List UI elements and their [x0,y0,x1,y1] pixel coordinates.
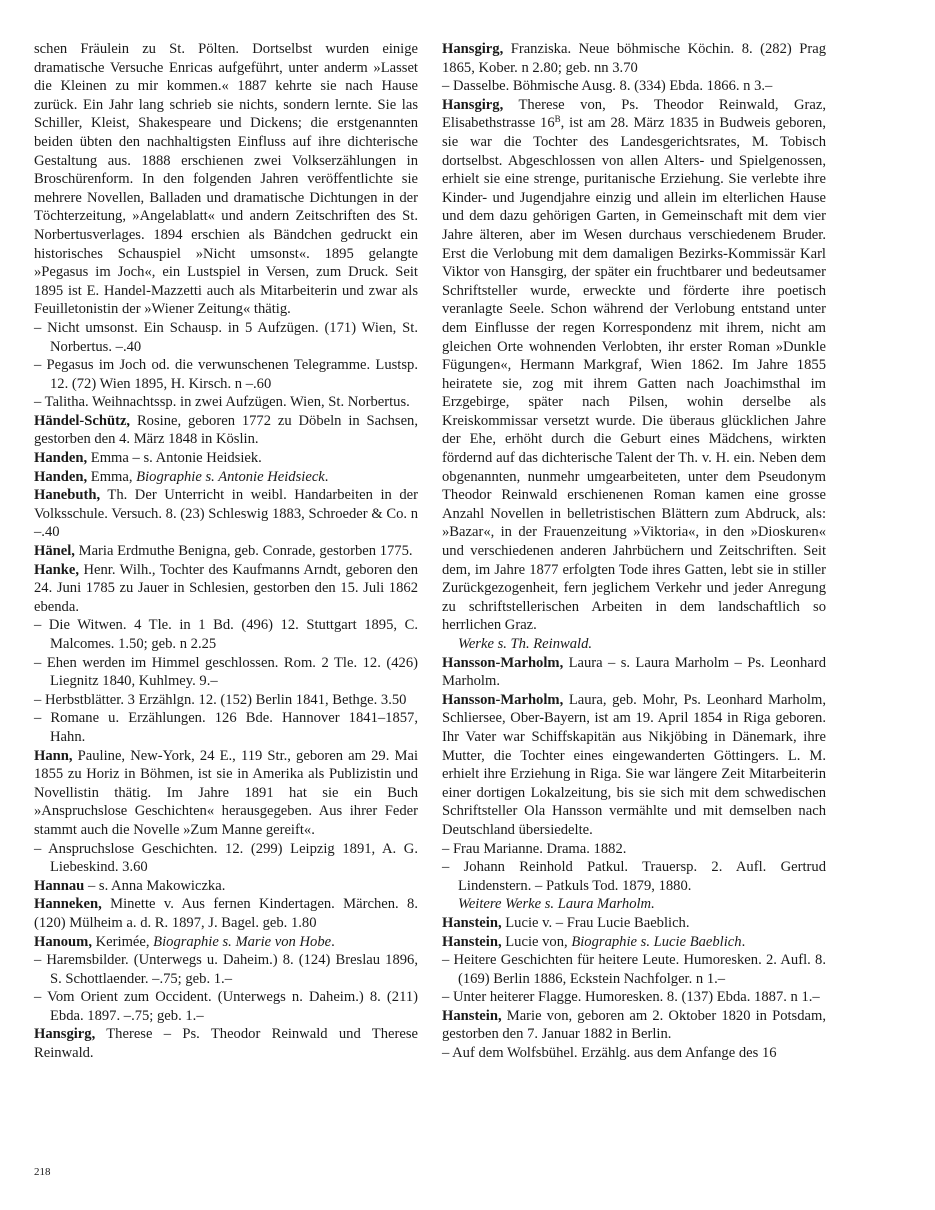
work-item: – Unter heiterer Flagge. Humoresken. 8. (137) Ebda. 1887. n 1.– [442,989,820,1006]
entry-text: Kerimée, [91,933,154,950]
entry [34,877,418,896]
entry-name: Hansson-Marholm, [442,654,564,671]
work-item: – Ehen werden im Himmel geschlossen. Rom. 2 Tle. 12. (426) Liegnitz 1840, Kuhlmey. 9.– [34,654,418,690]
work-item: – Vom Orient zum Occident. (Unterwegs n. Daheim.) 8. (211) Ebda. 1897. –.75; geb. 1.– [34,989,418,1024]
entry-name: Hansgirg, [34,1026,96,1043]
work-item: – Anspruchslose Geschichten. 12. (299) Leipzig 1891, A. G. Liebeskind. 3.60 [34,840,418,876]
entry [34,542,418,561]
work-item: – Dasselbe. Böhmische Ausg. 8. (334) Ebda. 1866. n 3.– [442,78,773,95]
work-item: – Auf dem Wolfsbühel. Erzählg. aus dem Anfange des 16 [442,1045,777,1062]
entry-name: Hanstein, [442,1007,502,1024]
entry [34,486,418,542]
entry [442,40,826,77]
entry [34,933,418,952]
entry-text: Maria Erdmuthe Benigna, geb. Conrade, gestorben 1775. [74,543,413,560]
entry [442,914,826,933]
entry-reference: Biographie s. Antonie Heidsieck [136,468,325,485]
entry-text: Marie von, geboren am 2. Oktober 1820 in Potsdam, gestorben den 7. Januar 1882 in Berlin. [442,1007,826,1043]
entry [442,654,826,691]
entry-text: . [741,933,746,950]
entry-text: Henr. Wilh., Tochter des Kaufmanns Arndt, geboren den 24. Juni 1785 zu Jauer in Schlesien, gestorben den 15. Juli 1862 ebenda. [34,561,418,615]
work-item: – Talitha. Weihnachtssp. in zwei Aufzügen. Wien, St. Norbertus. [34,394,410,411]
entry-text: . [324,468,329,485]
entry-name: Hannau [34,877,85,894]
entry-name: Hann, [34,747,73,764]
left-column [34,40,418,1063]
entry-name: Hanoum, [34,933,92,950]
entry-text: – s. Anna Makowiczka. [84,877,226,894]
work-item: – Heitere Geschichten für heitere Leute. Humoresken. 2. Aufl. 8. (169) Berlin 1886, Eckstein Nachfolger. n 1.– [442,952,826,987]
work-item: – Haremsbilder. (Unterwegs u. Daheim.) 8. (124) Breslau 1896, S. Schottlaender. –.75; geb. 1.– [34,952,418,987]
entry-text: Rosine, geboren 1772 zu Döbeln in Sachsen, gestorben den 4. März 1848 in Köslin. [34,412,418,448]
entry-text: Lucie von, [501,933,572,950]
entry-name: Hanneken, [34,896,102,913]
see-reference: Werke s. Th. Reinwald. [458,636,593,652]
entry-name: Hanstein, [442,933,502,950]
superscript: B [554,114,561,125]
entry-text: Therese von, Ps. Theodor Reinwald, Graz, Elisabethstrasse 16 [442,96,826,132]
entry-text: Lucie v. – Frau Lucie Baeblich. [501,914,690,931]
entry-reference: Biographie s. Marie von Hobe [153,933,332,950]
entry [34,747,418,840]
entry-name: Hansgirg, [442,41,504,57]
entry-text: Pauline, New-York, 24 E., 119 Str., geboren am 29. Mai 1855 zu Horiz in Böhmen, ist sie in Amerika als Publizistin und Novellistin thätig. Im Jahre 1891 hat sie ein Buch »Anspruchslose Geschichten« herausgegeben. Aus ihrer Feder stammt auch die Novelle »Zum Manne gereift«. [34,747,418,838]
entry-name: Händel-Schütz, [34,412,131,429]
entry [34,561,418,617]
entry [442,933,826,952]
entry-text: Minette v. Aus fernen Kindertagen. Märchen. 8. (120) Mülheim a. d. R. 1897, J. Bagel. geb. 1.80 [34,896,418,931]
entry [34,412,418,449]
entry [34,449,418,468]
entry-text: Emma, [87,468,137,485]
entry-name: Handen, [34,450,88,467]
entry-name: Hanstein, [442,914,502,931]
entry-text: Laura, geb. Mohr, Ps. Leonhard Marholm, Schliersee, Ober-Bayern, ist am 19. April 1854 in Riga geboren. Ihr Vater war Schiffskapitän aus Nikjöbing in Dänemark, ihre Mutter, die Tochter eines eingewanderten Göttingers. L. M. erhielt ihre Erziehung in Riga. Sie war längere Zeit Mitarbeiterin einer dortigen Lokalzeitung, bis sie sich mit dem schwedischen Schriftsteller Ola Hansson vermählte und mit demselben nach Deutschland übersiedelte. [442,691,826,838]
entry-name: Hänel, [34,543,75,560]
entry [34,1025,418,1062]
entry-text: Laura – s. Laura Marholm – Ps. Leonhard Marholm. [442,654,826,690]
work-item: – Frau Marianne. Drama. 1882. [442,840,627,857]
entry [442,691,826,840]
entry-continuation: schen Fräulein zu St. Pölten. Dortselbst wurden einige dramatische Versuche Enricas aufgeführt, unter anderm »Lasset die Kleinen zu mir kommen.« 1887 kehrte sie nach Hause zurück. Ein Jahr lang schrieb sie nichts, sondern lernte. Sie las Schiller, Kleist, Shakespeare und Dickens; die erstgenannten beiden übten den nachhaltigsten Einfluss auf ihre dichterische Gestaltung aus. 1888 erschienen zwei Volkserzählungen in Broschürenform. In den folgenden Jahren veröffentlichte sie mehrere Novellen, Balladen und dramatische Dichtungen in der Töchterzeitung, »Angelablatt« und andern Zeitschriften des St. Norbertusverlages. 1894 erschien als Bändchen gedruckt ein historisches Schauspiel »Nicht umsonst«. 1895 gelangte »Pegasus im Joch«, ein Lustspiel in Versen, zum Druck. Seit 1895 ist E. Handel-Mazzetti auch als Mitarbeiterin und zwar als Feuilletonistin der »Wiener Zeitung« thätig. [34,41,418,318]
page-number: 218 [34,1166,51,1178]
entry-text: , ist am 28. März 1835 in Budweis geboren, sie war die Tochter des Landesgerichtsrates, M. Tobisch dortselbst. Abgeschlossen von allen Alters- und Spielgenossen, erhielt sie eine strenge, puritanische Erziehung. Sie verlebte ihre Kinder- und Jugendjahre einzig und allein im elterlichen Hause und dem dazu gehörigen Garten, in Gemeinschaft mit dem vier Jahre älteren, aber im Wesen durchaus verschiedenem Bruder. Erst die Verlobung mit dem damaligen Bezirks-Kommissär Karl Viktor von Hansgirg, der später ein fruchtbarer und bedeutsamer Schriftsteller wurde, erweckte und förderte ihre poetisch veranlagte Seele. Schon während der Verlobung entstand unter dem Einflusse der regen Korrespondenz mit ihrem, nicht am gleichen Orte wohnenden Verlobten, ihr erster Roman »Dunkle Fügungen«, Hermann Markgraf, Wien 1862. Im Jahre 1855 heiratete sie, zog mit ihrem Gatten nach Joachimsthal im Erzgebirge, später nach Pilsen, wohin derselbe als Kreiskommissar versetzt wurde. Die überaus glücklichen Jahre der Ehe, erhöht durch die Geburt eines Mädchens, wirkten fördernd auf das dichterische Talent der Th. v. H. ein. Neben dem obgenannten, nunmehr umgearbeiteten, unter dem Pseudonym Theodor Reinwald erschienenen Roman kamen eine grosse Anzahl Novellen in belletristischen Blättern zum Abdruck, als: »Bazar«, in der Frauenzeitung »Viktoria«, in den »Dioskuren« und verschiedenen anderen Jahrbüchern und Zeitschriften. Seit dem, im Jahre 1877 erfolgten Tode ihres Gatten, lebt sie in stiller Zurückgezogenheit, fern jeglichem Verkehr und jeder Anregung zu schriftstellerischen Arbeiten in dem landschaftlich so herrlichen Graz. [442,115,826,634]
entry-text: Emma – s. Antonie Heidsiek. [87,450,262,467]
work-item: – Pegasus im Joch od. die verwunschenen Telegramme. Lustsp. 12. (72) Wien 1895, H. Kirsch. n –.60 [34,357,418,392]
entry-reference: Biographie s. Lucie Baeblich [571,933,742,950]
work-item: – Die Witwen. 4 Tle. in 1 Bd. (496) 12. Stuttgart 1895, C. Malcomes. 1.50; geb. n 2.25 [34,617,418,652]
entry [34,895,418,932]
work-item: – Herbstblätter. 3 Erzählgn. 12. (152) Berlin 1841, Bethge. 3.50 [34,691,407,708]
entry [442,96,826,635]
entry-name: Hansson-Marholm, [442,691,564,708]
see-reference: Weitere Werke s. Laura Marholm. [458,896,655,913]
entry-text: . [331,933,335,950]
entry-name: Hanke, [34,561,80,578]
entry-text: Franziska. Neue böhmische Köchin. 8. (282) Prag 1865, Kober. n 2.80; geb. nn 3.70 [442,41,826,76]
entry-text: Th. Der Unterricht in weibl. Handarbeiten in der Volksschule. Versuch. 8. (23) Schleswig 1883, Schroeder & Co. n –.40 [34,487,418,541]
entry-name: Hansgirg, [442,96,504,113]
entry [442,1007,826,1044]
work-item: – Romane u. Erzählungen. 126 Bde. Hannover 1841–1857, Hahn. [34,710,418,745]
right-column [442,40,826,1063]
entry-name: Hanebuth, [34,487,101,504]
entry-text: Therese – Ps. Theodor Reinwald und Therese Reinwald. [34,1026,418,1062]
entry-name: Handen, [34,468,88,485]
work-item: – Nicht umsonst. Ein Schausp. in 5 Aufzügen. (171) Wien, St. Norbertus. –.40 [34,319,418,355]
entry [34,468,418,487]
work-item: – Johann Reinhold Patkul. Trauersp. 2. Aufl. Gertrud Lindenstern. – Patkuls Tod. 1879, 1880. [442,859,826,894]
